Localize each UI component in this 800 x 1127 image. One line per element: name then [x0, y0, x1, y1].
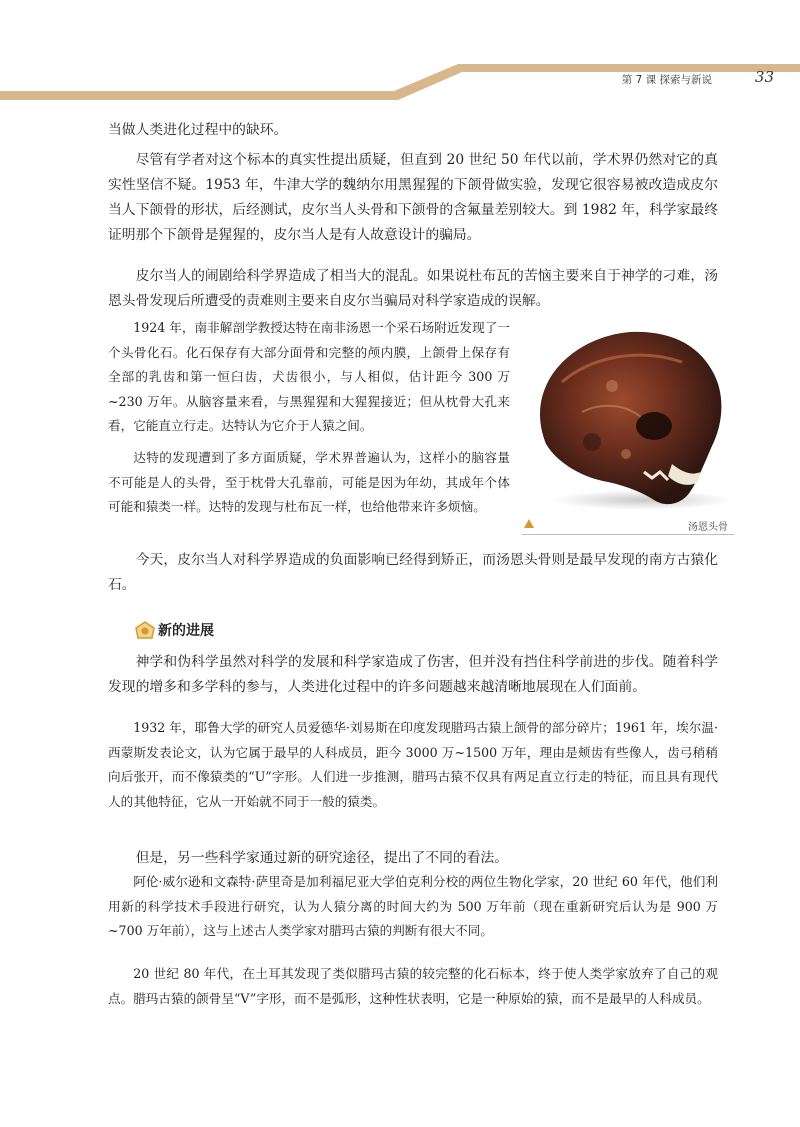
caption-divider [522, 534, 734, 535]
paragraph-6: 今天，皮尔当人对科学界造成的负面影响已经得到矫正，而汤恩头骨则是最早发现的南方古猿化石。 [108, 552, 718, 593]
paragraph-8: 1932 年，耶鲁大学的研究人员爱德华·刘易斯在印度发现腊玛古猿上颌骨的部分碎片；1961 年，埃尔温·西蒙斯发表论文，认为它属于最早的人科成员，距今 3000 万~1500 万年，理由是颊齿有些像人，齿弓稍稍向后张开，而不像猿类的“U”字形。人们进一步推测，腊玛古猿不仅具有两足直立行走的特征，而且具有现代人的其他特征，它从一开始就不同于一般的猿类。 [108, 720, 718, 809]
paragraph-11: 20 世纪 80 年代，在土耳其发现了类似腊玛古猿的较完整的化石标本，终于使人类学家放弃了自己的观点。腊玛古猿的颌骨呈“V”字形，而不是弧形，这种性状表明，它是一种原始的猿，而不是最早的人科成员。 [108, 966, 718, 1006]
paragraph-7: 神学和伪科学虽然对科学的发展和科学家造成了伤害，但并没有挡住科学前进的步伐。随着科学发现的增多和多学科的参与，人类进化过程中的许多问题越来越清晰地展现在人们面前。 [108, 654, 718, 695]
paragraph-1: 当做人类进化过程中的缺环。 [108, 122, 288, 138]
page-number: 33 [754, 68, 774, 86]
paragraph-3: 皮尔当人的闹剧给科学界造成了相当大的混乱。如果说杜布瓦的苦恼主要来自于神学的刁难，汤恩头骨发现后所遭受的责难则主要来自皮尔当骗局对科学家造成的误解。 [108, 268, 718, 309]
caption-triangle-icon [524, 519, 534, 528]
header-lesson-title: 第 7 课 探索与新说 [621, 74, 712, 86]
section-badge-icon [134, 620, 156, 640]
section-title: 新的进展 [158, 623, 214, 639]
figure-caption-row [522, 515, 734, 535]
taung-skull-photo [522, 322, 734, 515]
paragraph-9: 但是，另一些科学家通过新的研究途径，提出了不同的看法。 [135, 850, 509, 866]
paragraph-10: 阿伦·威尔逊和文森特·萨里奇是加利福尼亚大学伯克利分校的两位生物化学家，20 世纪 60 年代，他们利用新的科学技术手段进行研究，认为人猿分离的时间大约为 500 万年前（现在重新研究后认为是 900 万~700 万年前），这与上述古人类学家对腊玛古猿的判断有很大不同。 [108, 874, 718, 938]
paragraph-5: 达特的发现遭到了多方面质疑，学术界普遍认为，这样小的脑容量不可能是人的头骨，至于枕骨大孔靠前，可能是因为年幼，其成年个体可能和猿类一样。达特的发现与杜布瓦一样，也给他带来许多烦恼。 [108, 450, 510, 514]
paragraph-2: 尽管有学者对这个标本的真实性提出质疑，但直到 20 世纪 50 年代以前，学术界仍然对它的真实性坚信不疑。1953 年，牛津大学的魏纳尔用黑猩猩的下颌骨做实验，发现它很容易被改造成皮尔当人下颌骨的形状，后经测试，皮尔当人头骨和下颌骨的含氟量差别较大。到 1982 年，科学家最终证明那个下颌骨是猩猩的，皮尔当人是有人故意设计的骗局。 [108, 152, 718, 243]
figure-caption: 汤恩头骨 [688, 522, 728, 533]
paragraph-4: 1924 年，南非解剖学教授达特在南非汤恩一个采石场附近发现了一个头骨化石。化石保存有大部分面骨和完整的颅内膜，上颌骨上保存有全部的乳齿和第一恒臼齿，犬齿很小，与人相似，估计距今 300 万~230 万年。从脑容量来看，与黑猩猩和大猩猩接近；但从枕骨大孔来看，它能直立行走。达特认为它介于人猿之间。 [108, 320, 510, 433]
